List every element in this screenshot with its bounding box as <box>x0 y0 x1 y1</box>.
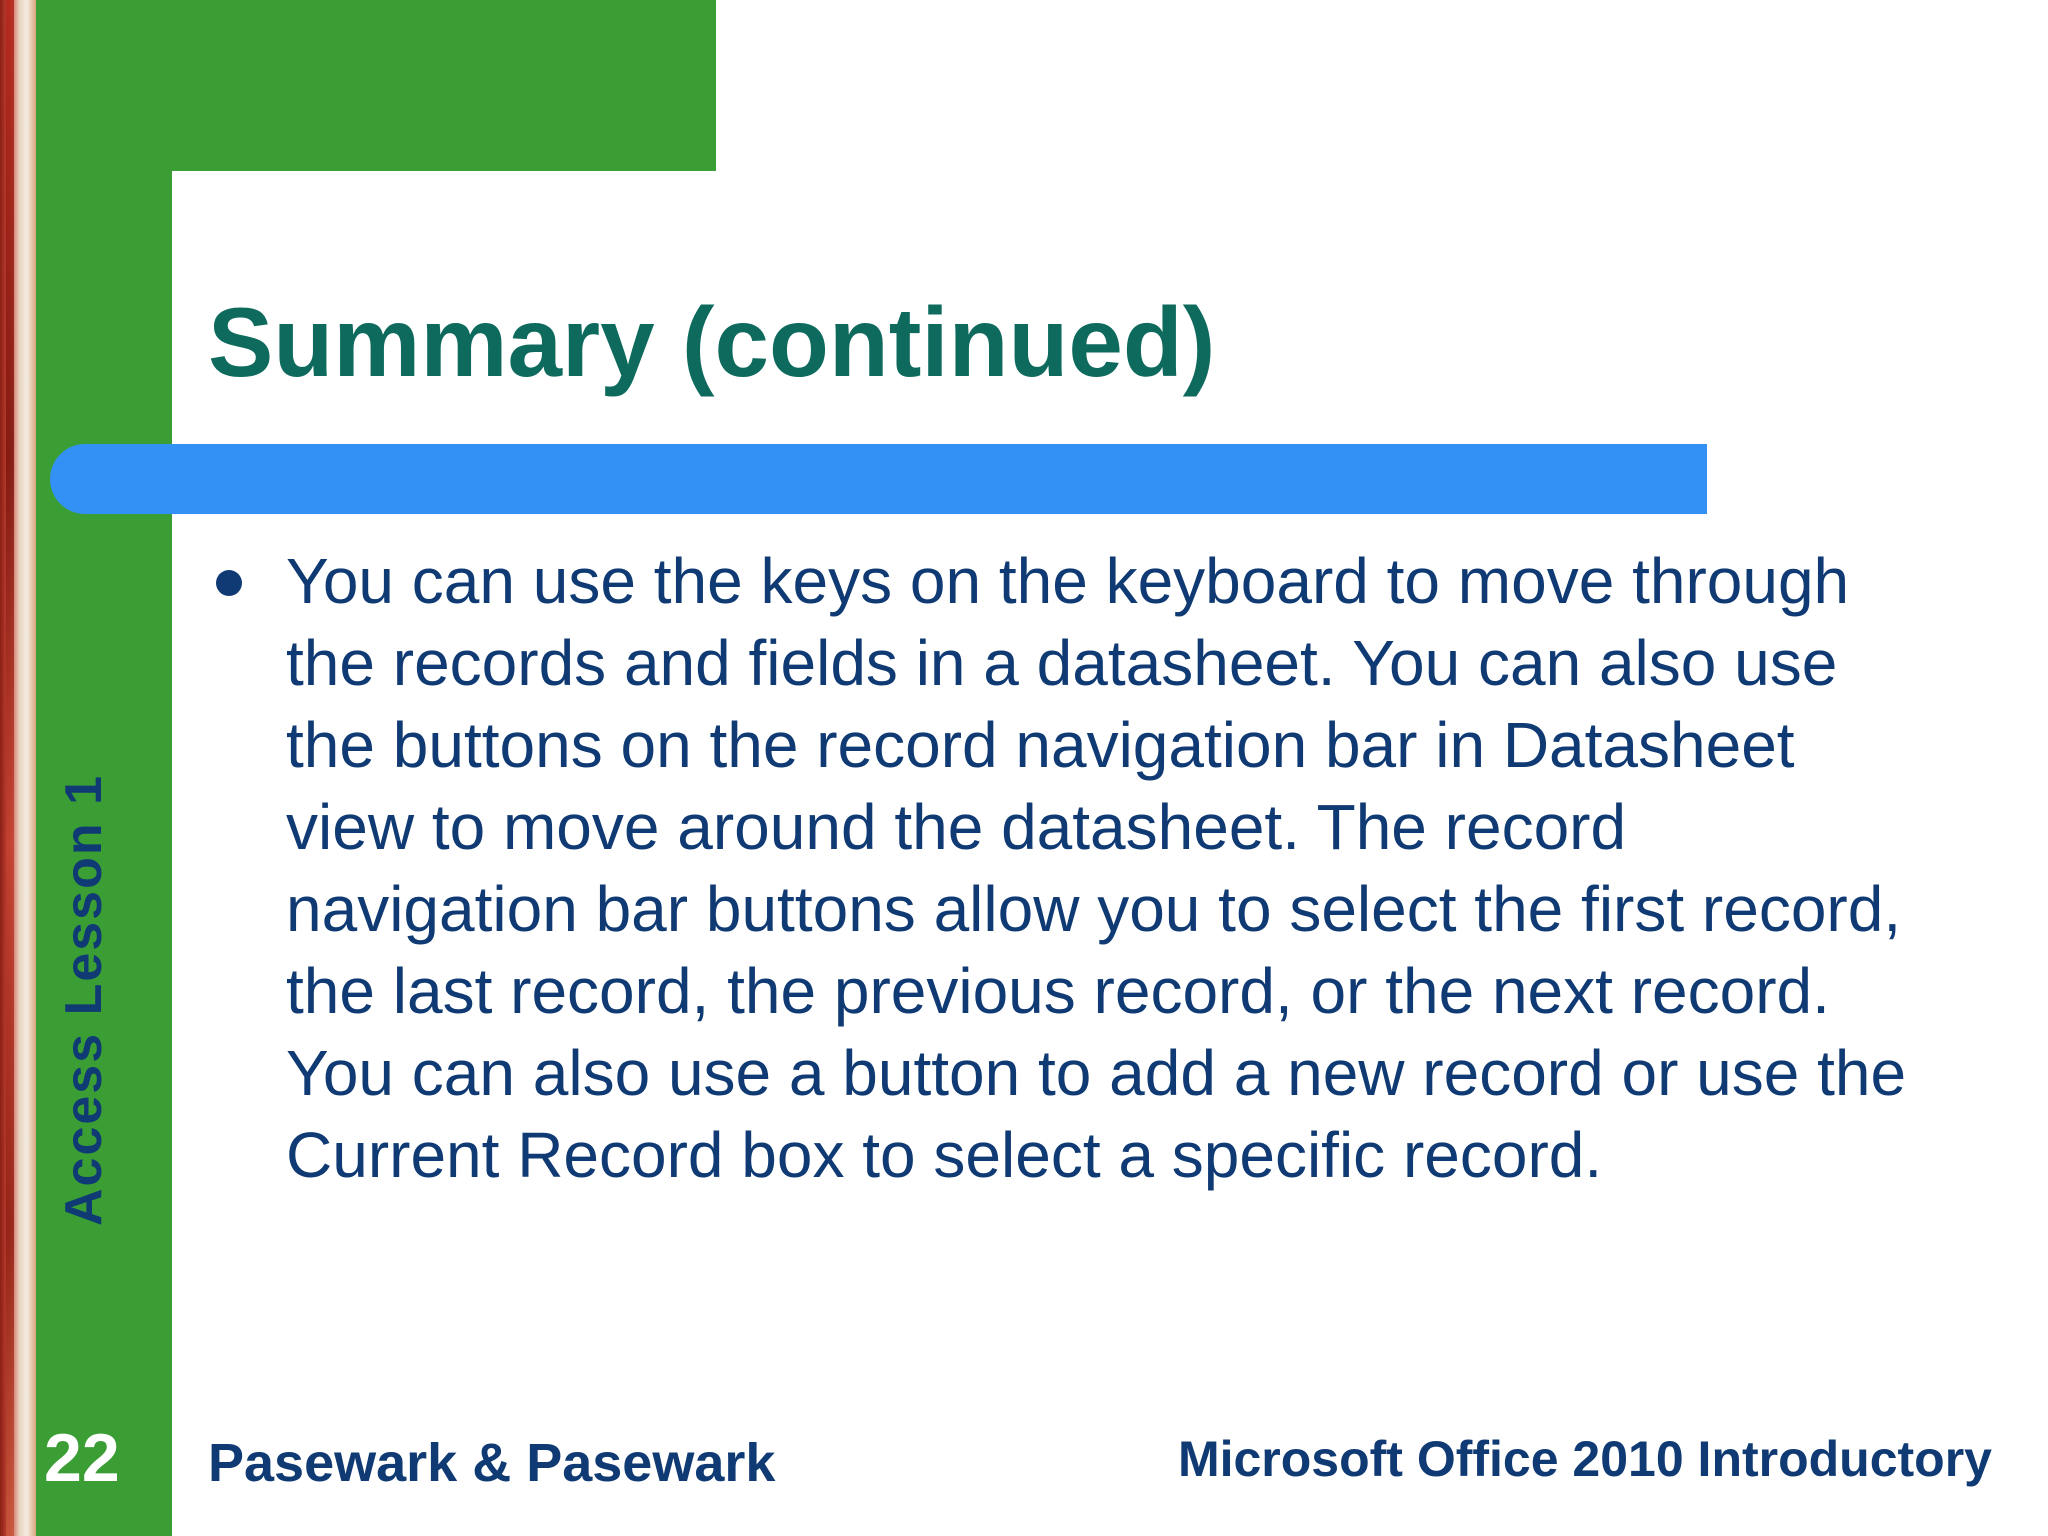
footer-book-title: Microsoft Office 2010 Introductory <box>1177 1431 1992 1487</box>
title-accent-bar <box>50 444 1707 514</box>
lesson-side-label: Access Lesson 1 <box>55 773 113 1227</box>
decorative-photo-strip <box>0 0 36 1536</box>
bullet-item <box>210 540 1910 1196</box>
bullet-list <box>210 540 1910 1196</box>
slide-number: 22 <box>44 1420 120 1496</box>
slide-title: Summary (continued) <box>208 287 1216 397</box>
bullet-text: You can use the keys on the keyboard to move through the records and fields in a datasheet. You can also use the buttons on the record navigation bar in Datasheet view to move around the datasheet. The record navigation bar buttons allow you to select the first record, the last record, the previous record, or the next record. You can also use a button to add a new record or use the Current Record box to select a specific record. <box>286 545 1907 1191</box>
top-green-block <box>172 0 716 171</box>
bullet-dot-icon <box>216 570 242 596</box>
footer-authors: Pasewark & Pasewark <box>208 1433 776 1493</box>
